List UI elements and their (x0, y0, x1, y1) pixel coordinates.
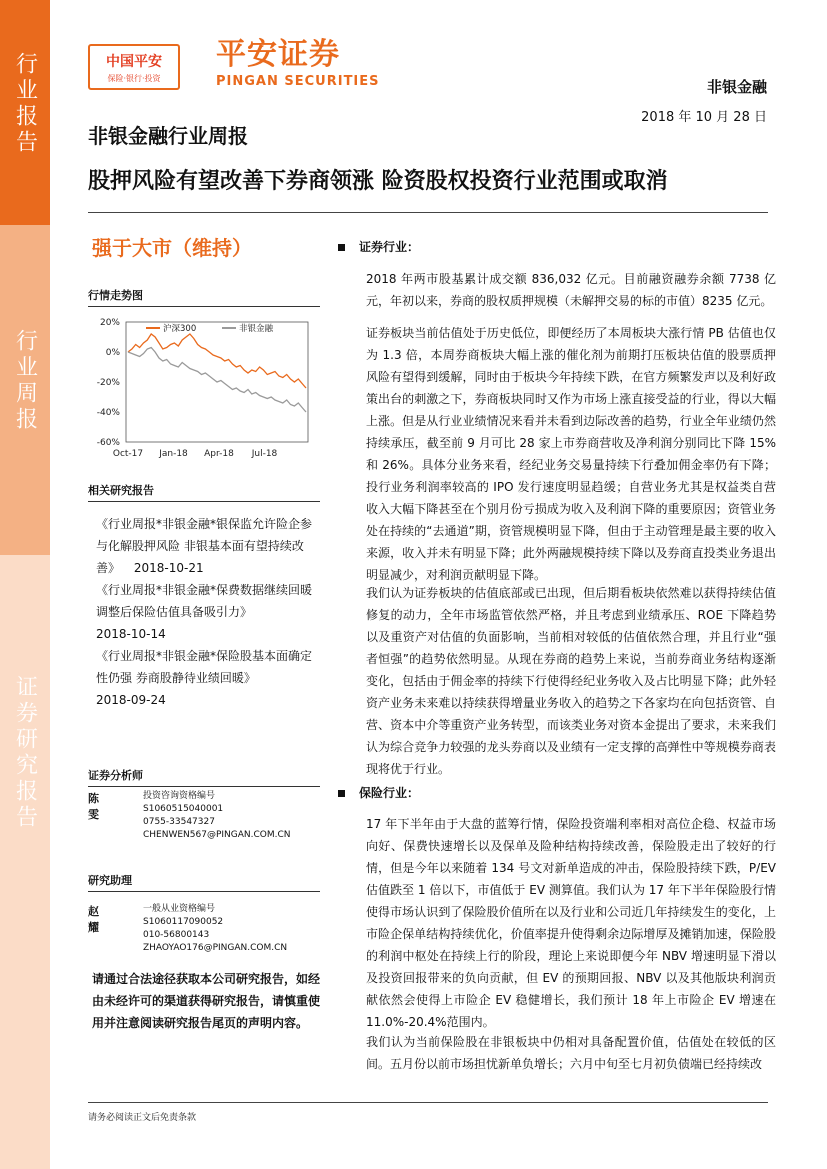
series-lines (128, 334, 306, 412)
x-axis (113, 449, 278, 459)
related-report-title: 《行业周报*非银金融*保费数据继续回暖 调整后保险估值具备吸引力》 (96, 583, 313, 619)
analyst-cert-number: S1060515040001 (143, 804, 224, 814)
analyst-phone: 0755-33547327 (143, 817, 215, 827)
brand-cn: 平安证券 (216, 37, 340, 72)
section-insurance-heading (338, 784, 419, 801)
related-reports-heading: 相关研究报告 (88, 482, 320, 502)
related-report-item[interactable] (96, 645, 320, 711)
bullet-square-icon (338, 790, 345, 797)
x-tick-label: Jul-18 (251, 449, 278, 459)
related-report-item[interactable] (96, 513, 320, 579)
assistant-heading: 研究助理 (88, 872, 320, 892)
bullet-square-icon (338, 244, 345, 251)
y-axis (97, 318, 121, 448)
related-report-date: 2018-10-14 (96, 627, 166, 641)
assistant-phone: 010-56800143 (143, 930, 210, 940)
securities-paragraph-1: 2018 年两市股基累计成交额 836,032 亿元。目前融资融券余额 7738 亿元，年初以来，券商的股权质押规模（未解押交易的标的市值）8235 亿元。 (366, 272, 776, 308)
analyst-email[interactable]: CHENWEN567@PINGAN.COM.CN (143, 830, 291, 840)
section-securities-heading (338, 238, 419, 255)
side-band-industry-weekly (0, 225, 50, 555)
logo-title: 中国平安 (106, 53, 162, 70)
y-tick-label: -20% (96, 378, 120, 388)
y-tick-label: -40% (96, 408, 120, 418)
header-divider (88, 212, 768, 213)
report-type: 非银金融行业周报 (88, 124, 248, 148)
insurance-paragraph-2: 我们认为当前保险股在非银板块中仍相对具备配置价值，估值处在较低的区间。五月份以前市场担忧新单负增长；六月中旬至七月初负债端已经持续改 (366, 1035, 776, 1071)
footer-note: 请务必阅读正文后免责条款 (88, 1113, 197, 1123)
assistant-name: 赵耀 (88, 905, 99, 934)
related-report-title: 《行业周报*非银金融*保险股基本面确定性仍强 券商股静待业绩回暖》 (96, 649, 313, 685)
sector-label: 非银金融 (706, 78, 767, 96)
side-band-label: 行业周报 (12, 329, 38, 433)
securities-paragraph-3: 我们认为证券板块的估值底部或已出现，但后期看板块依然难以获得持续估值修复的动力，全年市场监管依然严格，并且考虑到业绩承压、ROE 下降趋势以及重资产对估值的负面影响，当前相对较低的估值依然合理，并且行业“强者恒强”的趋势依然明显。从现在券商的趋势上来说，当前券商业务结构逐渐变化，包括由于佣金率的持续下行使得经纪业务收入及占比明显下降；此外轻资产业务未来难以持续获得增量业务收入的趋势之下各家均在向包括资管、自营、资本中介等重资产业务转型，而该类业务对资本金提出了要求，未来我们认为综合竞争力较强的龙头券商以及业绩有一定支撑的高弹性中等规模券商表现将优于行业。 (366, 586, 776, 776)
side-band (0, 0, 50, 1169)
section-title: 证券行业： (359, 240, 420, 254)
related-report-title: 《行业周报*非银金融*银保监允许险企参与化解股押风险 非银基本面有望持续改善》 (96, 517, 313, 575)
brand-en: PINGAN SECURITIES (216, 74, 380, 89)
trend-chart (88, 312, 323, 462)
analyst-name: 陈雯 (88, 792, 99, 821)
legend-label: 沪深300 (163, 324, 197, 334)
footer-divider (88, 1102, 768, 1103)
legend-label: 非银金融 (239, 324, 274, 334)
y-tick-label: 20% (99, 318, 120, 328)
analyst-heading: 证券分析师 (88, 767, 320, 787)
analyst-info (143, 790, 323, 842)
x-tick-label: Oct-17 (112, 449, 144, 459)
side-band-label: 证券研究报告 (12, 675, 38, 831)
analyst-cert-label: 投资咨询资格编号 (143, 791, 216, 801)
related-report-date: 2018-10-21 (133, 561, 204, 575)
side-band-label: 行业报告 (12, 52, 38, 156)
logo-subtitle: 保险·银行·投资 (107, 73, 161, 83)
insurance-paragraph-1: 17 年下半年由于大盘的蓝筹行情，保险投资端利率相对高位企稳、权益市场向好、保费快速增长以及保单及险种结构持续改善，保险股走出了较好的行情，但是今年以来随着 134 号文对新单造成的冲击，保险股持续下跌，P/EV 估值跌至 1 倍以下，市值低于 EV 测算值。我们认为 17 年下半年保险股行情使得市场认识到了保险股价值所在以及行业和公司近几年持续发生的变化，上市险企保单结构持续优化，价值率提升使得剩余边际增厚及摊销加速，保险股的利润中枢处在持续上行的阶段，理论上来说即便今年 NBV 增速明显下滑以及投资回报带来的负向贡献，但 EV 的预期回报、NBV 以及其他版块利润贡献依然会使得上市险企 EV 稳健增长，我们预计 18 年上市险企 EV 增速在 11.0%-20.4%范围内。 (366, 817, 776, 1029)
assistant-cert-number: S1060117090052 (143, 917, 224, 927)
assistant-email[interactable]: ZHAOYAO176@PINGAN.COM.CN (143, 943, 288, 953)
chart-legend (146, 323, 274, 334)
assistant-info (143, 903, 323, 955)
y-tick-label: 0% (105, 348, 120, 358)
page-title: 股押风险有望改善下券商领涨 险资股权投资行业范围或取消 (88, 169, 668, 194)
related-report-date: 2018-09-24 (96, 693, 166, 707)
y-tick-label: -60% (96, 438, 120, 448)
side-band-securities-research (0, 555, 50, 1169)
securities-paragraph-2: 证券板块当前估值处于历史低位，即便经历了本周板块大涨行情 PB 估值也仅为 1.3 倍，本周券商板块大幅上涨的催化剂为前期打压板块估值的股票质押风险有望得到缓解，同时由于板块今年持续下跌，在官方频繁发声以及利好政策出台的刺激之下，券商板块同时又作为市场上涨直接受益的行业，得以大幅上涨。但是从行业业绩情况来看并未看到边际改善的趋势，行业全年业绩仍然持续承压，截至前 9 月可比 28 家上市券商营收及净利润分别同比下降 15%和 26%。具体分业务来看，经纪业务交易量持续下行叠加佣金率仍有下降；投行业务利润率较高的 IPO 发行速度明显趋缓；自营业务尤其是权益类自营收入大幅下降甚至在个别月份亏损成为收入及利润下降的重要原因；资管业务处在持续的“去通道”期，资管规模明显下降，但由于主动管理是最主要的收入来源，收入并未有明显下降；此外两融规模持续下降以及券商直投类业务退出明显减少，对利润贡献明显下降。 (366, 326, 776, 582)
trend-heading: 行情走势图 (88, 287, 320, 307)
related-reports-list (96, 513, 320, 711)
section-title: 保险行业： (359, 786, 420, 800)
rating: 强于大市（维持） (92, 236, 252, 260)
assistant-cert-label: 一般从业资格编号 (143, 904, 216, 914)
ping-an-logo (88, 44, 180, 90)
related-report-item[interactable] (96, 579, 320, 645)
side-band-industry-report (0, 0, 50, 225)
x-tick-label: Apr-18 (204, 449, 234, 459)
series-line (128, 334, 306, 388)
brand-mark (216, 38, 380, 89)
disclaimer: 请通过合法途径获取本公司研究报告，如经由未经许可的渠道获得研究报告，请慎重使用并注意阅读研究报告尾页的声明内容。 (92, 972, 321, 1030)
x-tick-label: Jan-18 (159, 449, 188, 459)
report-date: 2018 年 10 月 28 日 (641, 110, 767, 125)
